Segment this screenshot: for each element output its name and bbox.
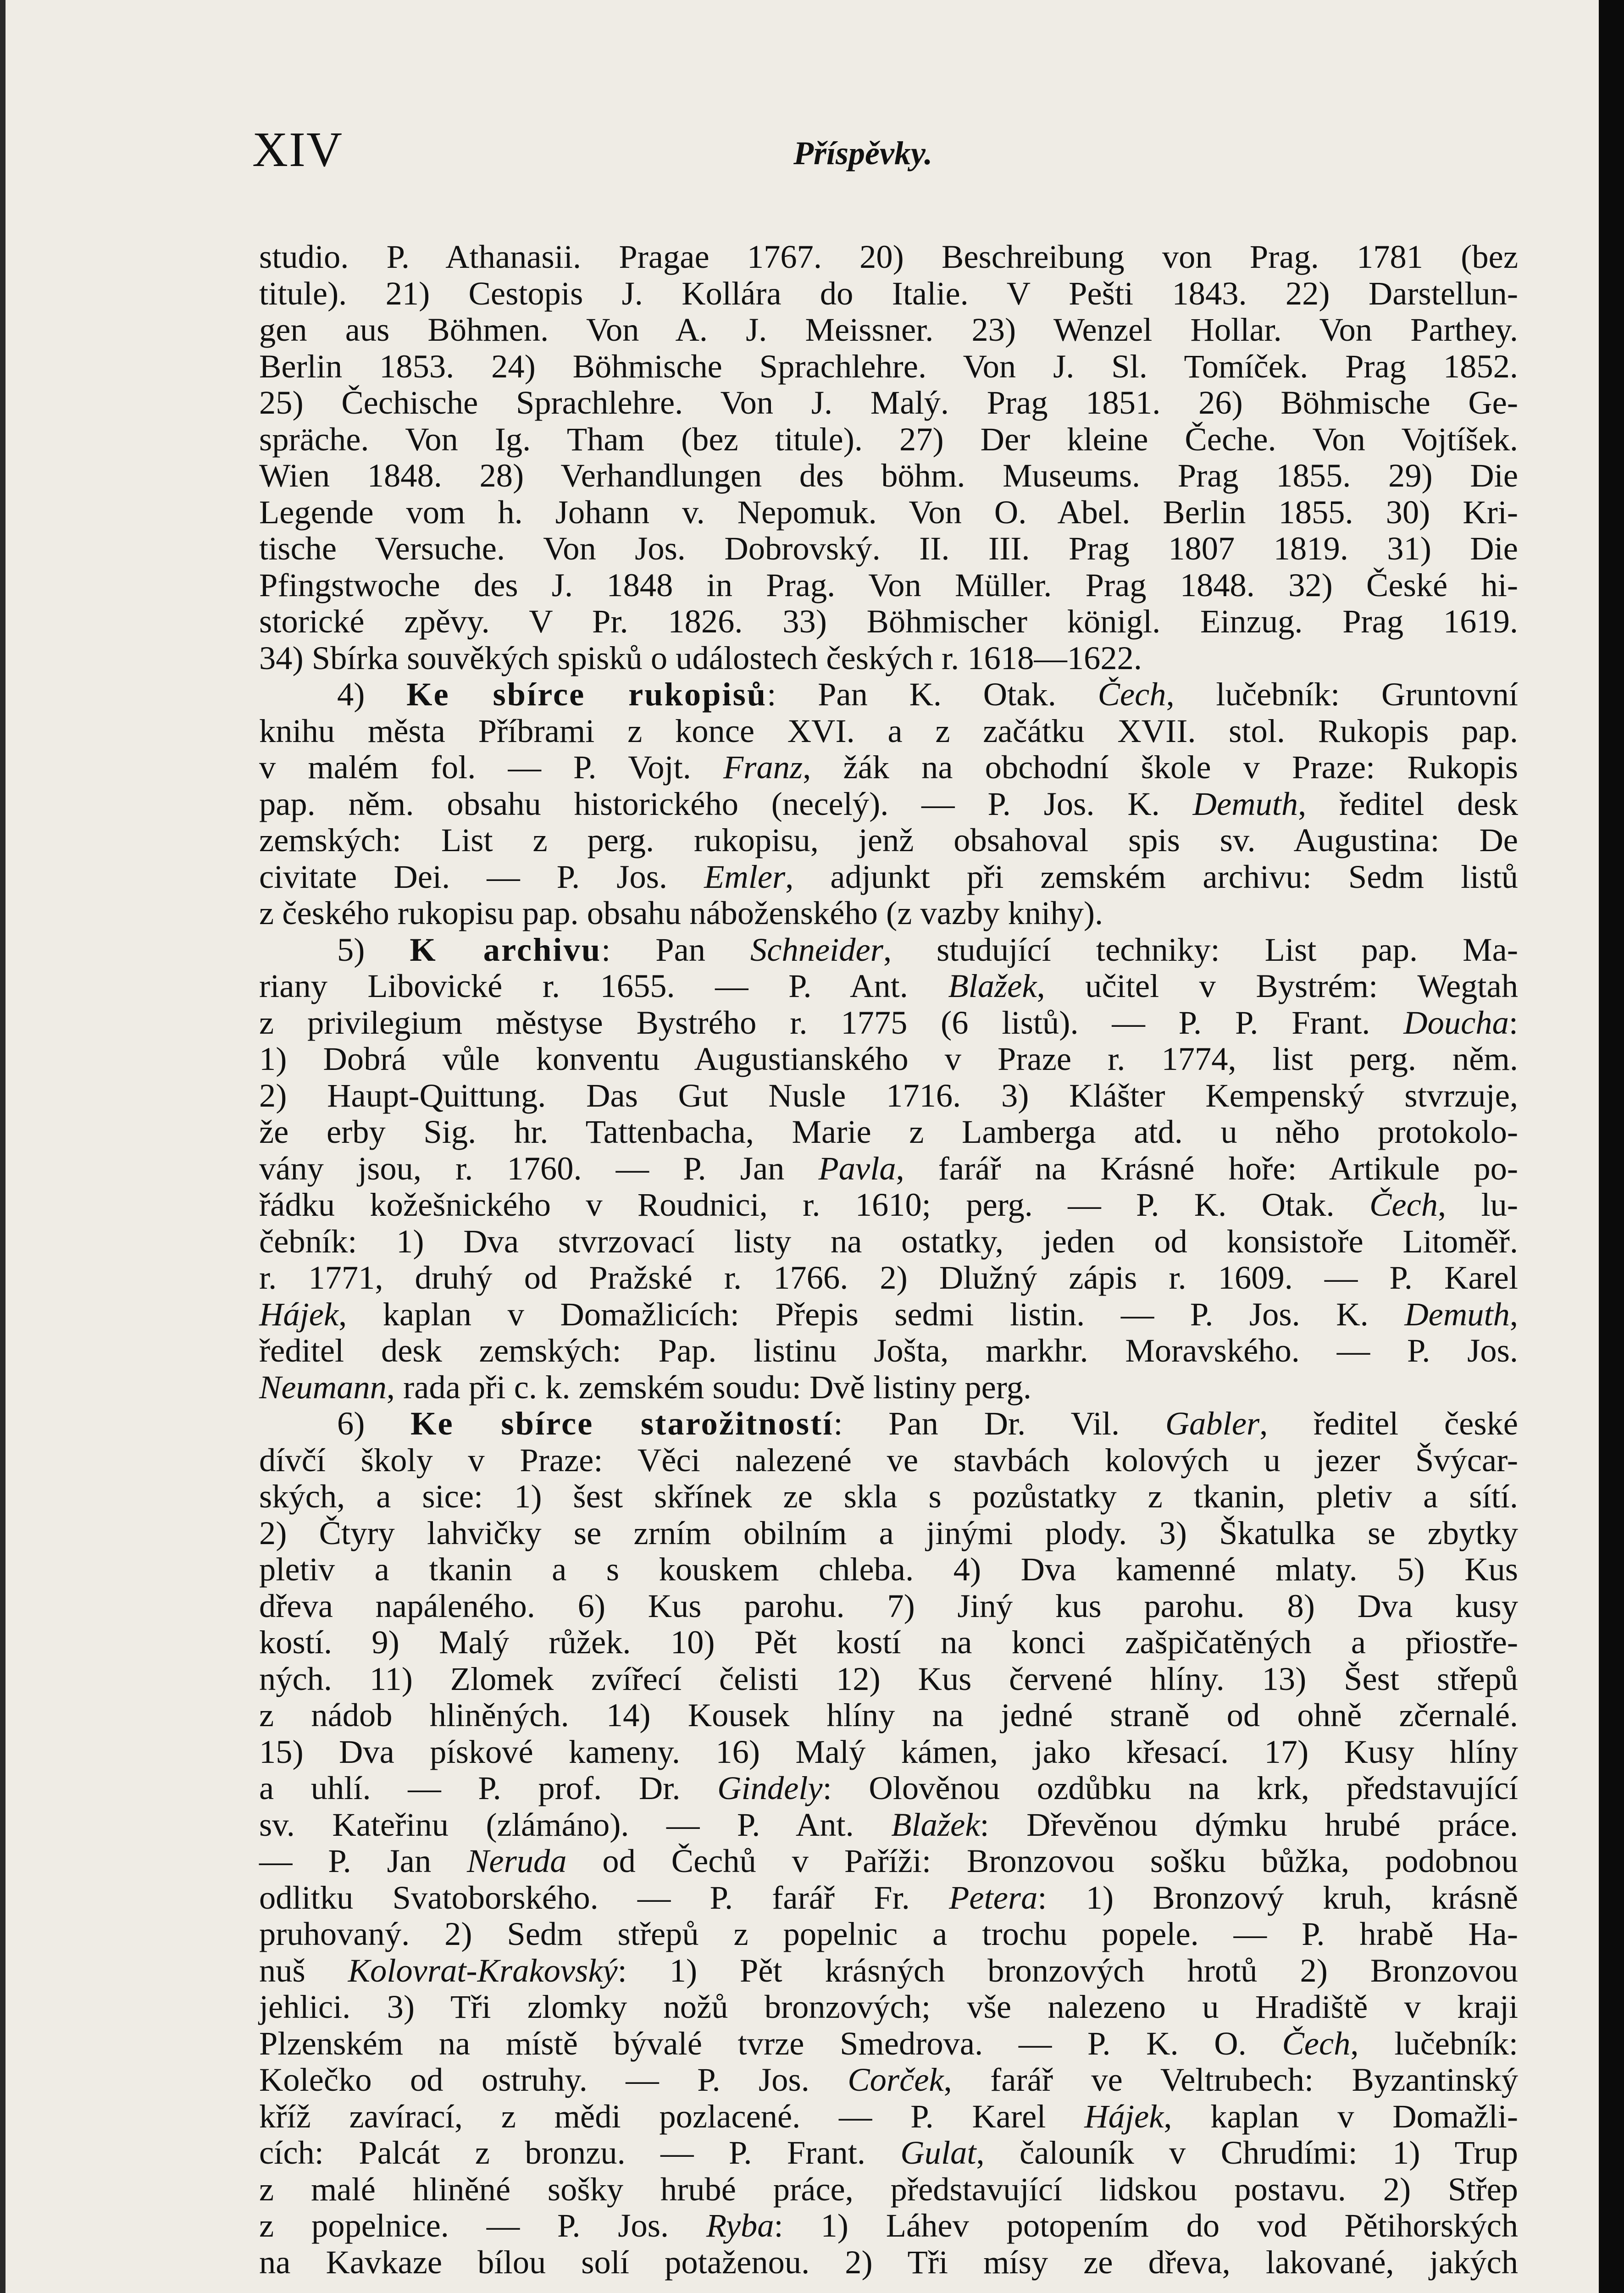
text-line — [259, 786, 1518, 822]
text-run: cích: Palcát z bronzu. — P. Frant. — [259, 2134, 901, 2171]
text-line — [259, 275, 1518, 312]
text-run: , lučebník: Gruntovní — [1166, 676, 1518, 713]
text-run: od Čechů v Paříži: Bronzovou sošku bůžka, podobnou — [566, 1842, 1518, 1879]
person-name: Demuth — [1404, 1295, 1510, 1333]
text-line — [259, 749, 1518, 786]
text-line — [259, 1843, 1518, 1879]
person-name: Gabler — [1165, 1405, 1260, 1442]
text-line — [259, 1916, 1518, 1952]
body-text — [259, 238, 1518, 2280]
section-heading: Ke sbírce rukopisů — [406, 676, 767, 713]
text-run: dívčí školy v Praze: Věci nalezené ve stavbách kolových u jezer Švýcar- — [259, 1441, 1518, 1479]
text-run: : 1) Bronzový kruh, krásně — [1037, 1878, 1518, 1916]
text-run: odlitku Svatoborského. — P. farář Fr. — [259, 1878, 949, 1916]
text-line — [259, 2134, 1518, 2171]
text-run: Pfingstwoche des J. 1848 in Prag. Von Müller. Prag 1848. 32) České hi- — [259, 566, 1518, 604]
text-run: , rada při c. k. zemském soudu: Dvě listiny perg. — [386, 1368, 1031, 1406]
text-line — [259, 238, 1518, 275]
text-run: dřeva napáleného. 6) Kus parohu. 7) Jiný kus parohu. 8) Dva kusy — [259, 1587, 1518, 1624]
text-run: 25) Čechische Sprachlehre. Von J. Malý. Prag 1851. 26) Böhmische Ge- — [259, 384, 1518, 421]
person-name: Blažek — [948, 967, 1037, 1004]
text-run: z malé hliněné sošky hrubé práce, představující lidskou postavu. 2) Střep — [259, 2170, 1518, 2208]
text-line — [259, 1004, 1518, 1041]
text-run: , ředitel desk — [1298, 785, 1518, 822]
text-run: čebník: 1) Dva stvrzovací listy na ostatky, jeden od konsistoře Litoměř. — [259, 1222, 1518, 1260]
text-line — [259, 895, 1518, 931]
text-line — [259, 2171, 1518, 2208]
text-line — [259, 457, 1518, 494]
person-name: Corček — [848, 2061, 944, 2098]
text-run: spräche. Von Ig. Tham (bez titule). 27) Der kleine Čeche. Von Vojtíšek. — [259, 420, 1518, 458]
text-run: , lu- — [1438, 1186, 1518, 1223]
text-line — [259, 421, 1518, 458]
text-line — [259, 348, 1518, 385]
text-run: 4) — [337, 676, 407, 713]
text-run: , lučebník: — [1350, 2024, 1518, 2062]
text-run: : 1) Pět krásných bronzových hrotů 2) Bronzovou — [617, 1951, 1518, 1989]
text-run: z privilegium městyse Bystrého r. 1775 (6 listů). — P. P. Frant. — [259, 1003, 1404, 1041]
page-header — [252, 122, 1518, 195]
text-run: civitate Dei. — P. Jos. — [259, 858, 704, 895]
text-run: pap. něm. obsahu historického (necelý). — P. Jos. K. — [259, 785, 1193, 822]
person-name: Pavla — [818, 1149, 896, 1187]
text-line — [259, 2025, 1518, 2062]
text-run: storické zpěvy. V Pr. 1826. 33) Böhmischer königl. Einzug. Prag 1619. — [259, 603, 1518, 640]
text-run: kříž zavírací, z mědi pozlacené. — P. Karel — [259, 2097, 1085, 2135]
text-run: na Kavkaze bílou solí potaženou. 2) Tři mísy ze dřeva, lakované, jakých — [259, 2243, 1518, 2281]
text-run: vány jsou, r. 1760. — P. Jan — [259, 1149, 819, 1187]
text-line — [259, 713, 1518, 749]
text-run: , adjunkt při zemském archivu: Sedm listů — [785, 858, 1518, 895]
person-name: Neumann — [259, 1368, 387, 1406]
text-run: , učitel v Bystrém: Wegtah — [1036, 967, 1518, 1004]
text-line — [259, 384, 1518, 421]
person-name: Čech — [1282, 2024, 1351, 2062]
person-name: Petera — [949, 1878, 1038, 1916]
text-run: z českého rukopisu pap. obsahu náboženského (z vazby knihy). — [259, 894, 1103, 931]
text-run: 5) — [337, 930, 410, 968]
text-line — [259, 1332, 1518, 1369]
text-run: : Dřevěnou dýmku hrubé práce. — [980, 1806, 1518, 1843]
text-run: Wien 1848. 28) Verhandlungen des böhm. Museums. Prag 1855. 29) Die — [259, 457, 1518, 494]
text-run: : 1) Láhev potopením do vod Pětihorských — [774, 2207, 1519, 2244]
text-run: , kaplan v Domažli- — [1164, 2097, 1518, 2135]
text-line — [259, 1697, 1518, 1734]
text-line — [259, 1952, 1518, 1989]
text-run: r. 1771, druhý od Pražské r. 1766. 2) Dlužný zápis r. 1609. — P. Karel — [259, 1259, 1518, 1296]
text-line — [259, 530, 1518, 567]
text-line — [259, 1223, 1518, 1260]
text-line — [259, 1770, 1518, 1806]
person-name: Čech — [1369, 1186, 1438, 1223]
text-line — [259, 1988, 1518, 2025]
text-run: z popelnice. — P. Jos. — [259, 2207, 706, 2244]
text-run: 15) Dva pískové kameny. 16) Malý kámen, jako křesací. 17) Kusy hlíny — [259, 1733, 1518, 1770]
text-run: 34) Sbírka souvěkých spisků o událostech českých r. 1618—1622. — [259, 639, 1142, 676]
text-run: titule). 21) Cestopis J. Kollára do Italie. V Pešti 1843. 22) Darstellun- — [259, 274, 1518, 312]
text-line — [259, 1259, 1518, 1296]
person-name: Hájek — [1084, 2097, 1164, 2135]
text-run: , farář na Krásné hoře: Artikule po- — [896, 1149, 1518, 1187]
text-line — [259, 1624, 1518, 1661]
text-line — [259, 1442, 1518, 1479]
text-run: Plzenském na místě bývalé tvrze Smedrova. — P. K. O. — [259, 2024, 1282, 2062]
person-name: Franz — [723, 748, 803, 786]
text-run: v malém fol. — P. Vojt. — [259, 748, 724, 786]
text-run: : Pan Dr. Vil. — [833, 1405, 1165, 1442]
text-run: : Pan — [601, 930, 751, 968]
text-run: , ředitel české — [1259, 1405, 1518, 1442]
text-line — [259, 1661, 1518, 1697]
text-run: že erby Sig. hr. Tattenbacha, Marie z Lamberga atd. u něho protokolo- — [259, 1113, 1518, 1150]
text-run: , — [1509, 1295, 1518, 1333]
text-line — [259, 1150, 1518, 1187]
text-line — [259, 1879, 1518, 1916]
text-line — [259, 2244, 1518, 2281]
text-run: pletiv a tkanin a s kouskem chleba. 4) Dva kamenné mlaty. 5) Kus — [259, 1551, 1518, 1588]
text-run: jehlici. 3) Tři zlomky nožů bronzových; vše nalezeno u Hradiště v kraji — [259, 1988, 1518, 2025]
text-line — [259, 822, 1518, 858]
text-run: — P. Jan — [259, 1842, 467, 1879]
person-name: Blažek — [891, 1806, 980, 1843]
text-run: : — [1508, 1003, 1518, 1041]
text-run: : Pan K. Otak. — [767, 676, 1098, 713]
text-run: sv. Kateřinu (zlámáno). — P. Ant. — [259, 1806, 892, 1843]
text-line — [259, 1186, 1518, 1223]
text-line — [259, 1296, 1518, 1333]
text-line — [259, 494, 1518, 531]
text-run: Kolečko od ostruhy. — P. Jos. — [259, 2061, 848, 2098]
text-line — [259, 2207, 1518, 2244]
text-line — [259, 1734, 1518, 1770]
text-line — [259, 603, 1518, 640]
person-name: Neruda — [467, 1842, 567, 1879]
text-line — [259, 1113, 1518, 1150]
person-name: Kolovrat-Krakovský — [348, 1951, 618, 1989]
page-left-edge — [0, 0, 6, 2293]
text-run: , čalouník v Chrudími: 1) Trup — [976, 2134, 1518, 2171]
page-right-edge — [1599, 0, 1624, 2293]
page-number: XIV — [252, 122, 343, 177]
text-line — [259, 2098, 1518, 2135]
person-name: Čech — [1097, 676, 1166, 713]
text-line — [259, 1041, 1518, 1077]
text-line — [259, 858, 1518, 895]
text-run: 6) — [337, 1405, 411, 1442]
person-name: Gulat — [900, 2134, 976, 2171]
text-run: pruhovaný. 2) Sedm střepů z popelnic a trochu popele. — P. hrabě Ha- — [259, 1915, 1518, 1952]
text-line — [259, 640, 1518, 676]
text-run: Berlin 1853. 24) Böhmische Sprachlehre. Von J. Sl. Tomíček. Prag 1852. — [259, 347, 1518, 385]
text-run: 2) Čtyry lahvičky se zrním obilním a jinými plody. 3) Škatulka se zbytky — [259, 1514, 1518, 1551]
text-run: , žák na obchodní škole v Praze: Rukopis — [803, 748, 1518, 786]
text-run: , kaplan v Domažlicích: Přepis sedmi listin. — P. Jos. K. — [338, 1295, 1405, 1333]
text-run: a uhlí. — P. prof. Dr. — [259, 1769, 718, 1806]
person-name: Ryba — [706, 2207, 774, 2244]
text-run: nuš — [259, 1951, 348, 1989]
text-run: 1) Dobrá vůle konventu Augustianského v Praze r. 1774, list perg. něm. — [259, 1040, 1518, 1077]
person-name: Hájek — [259, 1295, 339, 1333]
text-run: řádku kožešnického v Roudnici, r. 1610; perg. — P. K. Otak. — [259, 1186, 1370, 1223]
text-run: ných. 11) Zlomek zvířecí čelisti 12) Kus červené hlíny. 13) Šest střepů — [259, 1660, 1518, 1697]
text-run: ských, a sice: 1) šest skřínek ze skla s pozůstatky z tkanin, pletiv a sítí. — [259, 1478, 1518, 1515]
text-line — [259, 968, 1518, 1004]
text-run: z nádob hliněných. 14) Kousek hlíny na jedné straně od ohně zčernalé. — [259, 1696, 1518, 1734]
text-run: 2) Haupt-Quittung. Das Gut Nusle 1716. 3) Klášter Kempenský stvrzuje, — [259, 1076, 1518, 1114]
person-name: Demuth — [1192, 785, 1298, 822]
text-line — [259, 567, 1518, 604]
text-line — [259, 1806, 1518, 1843]
section-heading: K archivu — [410, 930, 602, 968]
running-title: Příspěvky. — [793, 135, 933, 172]
text-run: studio. P. Athanasii. Pragae 1767. 20) Beschreibung von Prag. 1781 (bez — [259, 238, 1518, 275]
person-name: Emler — [704, 858, 786, 895]
section-heading: Ke sbírce starožitností — [410, 1405, 834, 1442]
text-line — [259, 1551, 1518, 1588]
text-line — [259, 1405, 1518, 1442]
text-run: tische Versuche. Von Jos. Dobrovský. II. III. Prag 1807 1819. 31) Die — [259, 530, 1518, 567]
text-line — [259, 311, 1518, 348]
text-run: Legende vom h. Johann v. Nepomuk. Von O. Abel. Berlin 1855. 30) Kri- — [259, 493, 1518, 531]
person-name: Doucha — [1403, 1003, 1509, 1041]
text-run: riany Libovické r. 1655. — P. Ant. — [259, 967, 948, 1004]
text-run: ředitel desk zemských: Pap. listinu Jošta, markhr. Moravského. — P. Jos. — [259, 1332, 1518, 1369]
text-line — [259, 931, 1518, 968]
person-name: Schneider — [750, 930, 883, 968]
text-line — [259, 1515, 1518, 1551]
text-run: : Olověnou ozdůbku na krk, představující — [822, 1769, 1518, 1806]
text-run: kostí. 9) Malý růžek. 10) Pět kostí na konci zašpičatěných a přiostře- — [259, 1623, 1518, 1661]
text-line — [259, 1588, 1518, 1624]
text-run: zemských: List z perg. rukopisu, jenž obsahoval spis sv. Augustina: De — [259, 821, 1518, 858]
text-run: , farář ve Veltrubech: Byzantinský — [943, 2061, 1518, 2098]
text-run: knihu města Příbrami z konce XVI. a z začátku XVII. stol. Rukopis pap. — [259, 712, 1518, 749]
text-line — [259, 1478, 1518, 1515]
text-line — [259, 1077, 1518, 1114]
person-name: Gindely — [717, 1769, 823, 1806]
text-line — [259, 676, 1518, 713]
text-run: , studující techniky: List pap. Ma- — [883, 930, 1518, 968]
text-run: gen aus Böhmen. Von A. J. Meissner. 23) Wenzel Hollar. Von Parthey. — [259, 311, 1518, 348]
text-line — [259, 2061, 1518, 2098]
text-line — [259, 1369, 1518, 1406]
